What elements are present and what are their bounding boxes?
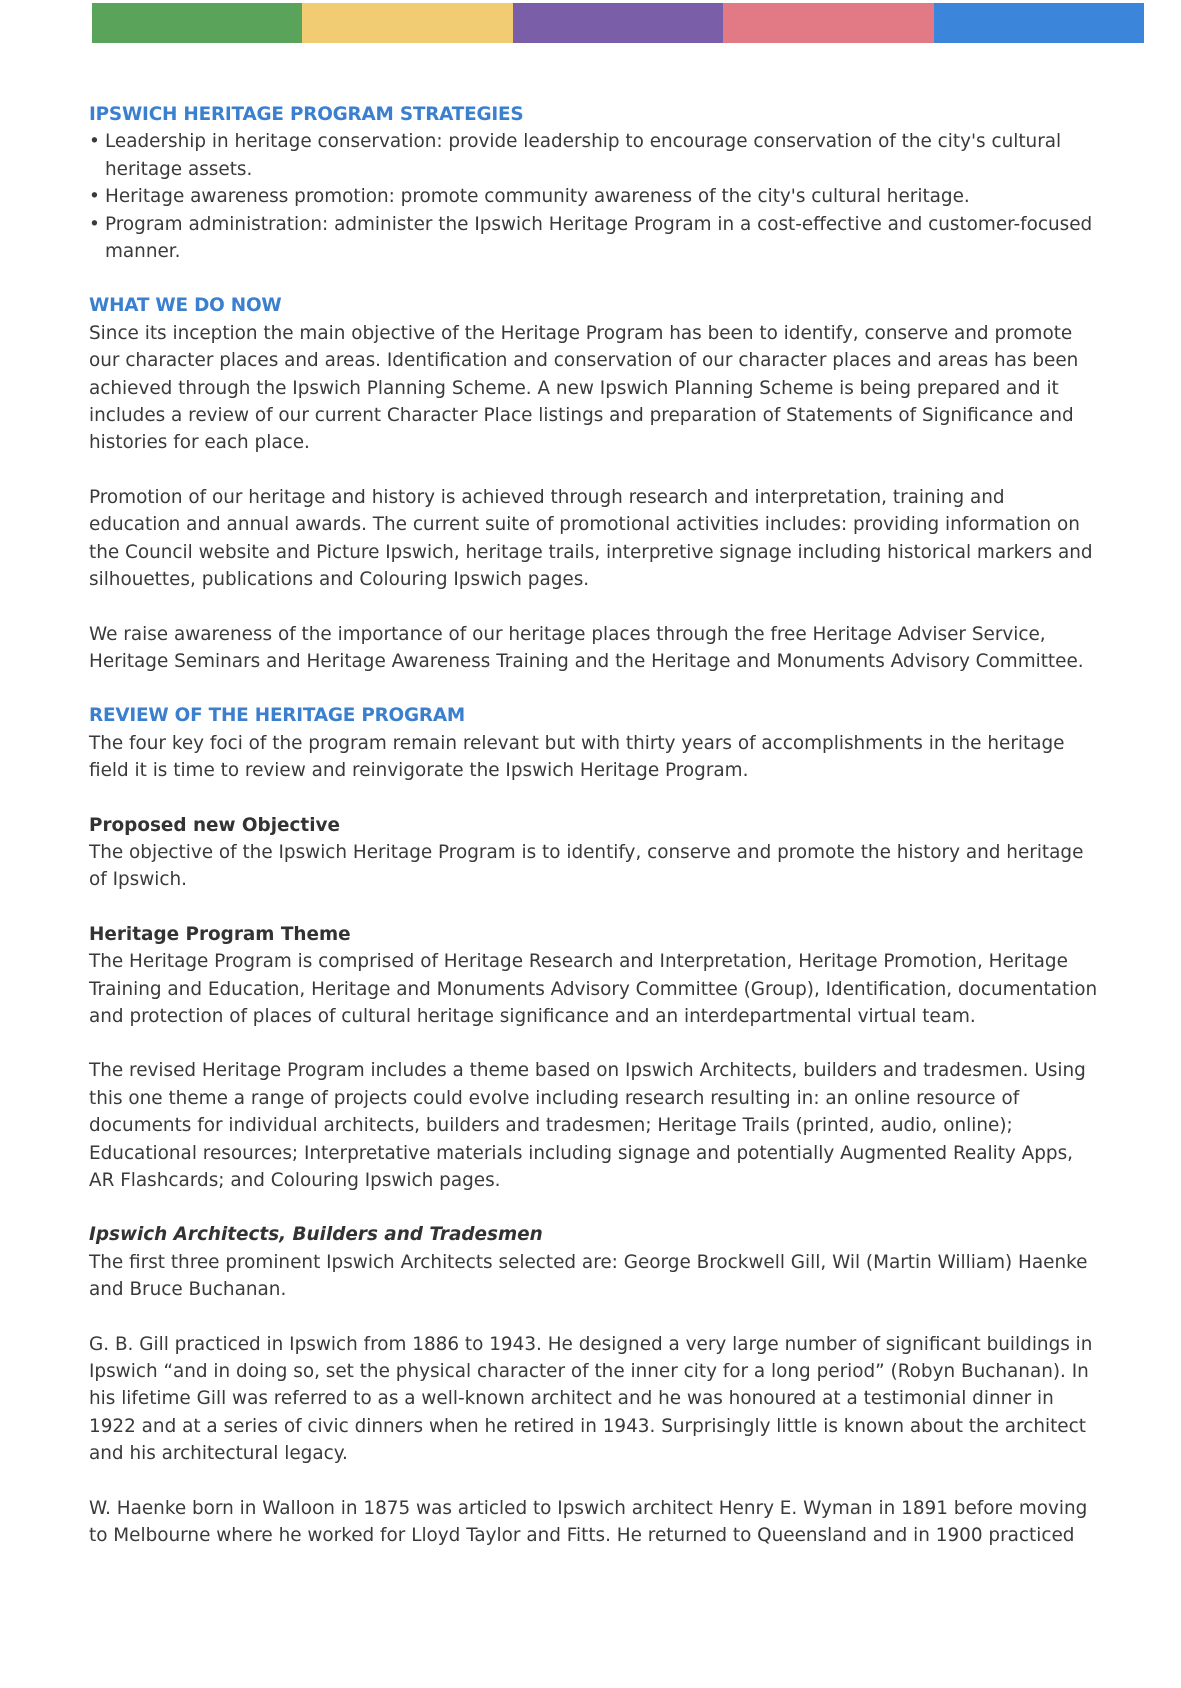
strategies-list xyxy=(89,128,1099,265)
color-bar-yellow xyxy=(302,3,512,43)
color-bar-pink xyxy=(723,3,933,43)
color-bar-blue xyxy=(934,3,1144,43)
theme-paragraph: The Heritage Program is comprised of Heritage Research and Interpretation, Heritage Promotion, Heritage Training and Education, Heritage and Monuments Advisory Committee (Group), Identification, documentation and protection of places of cultural heritage significance and an interdepartmental virtual team. xyxy=(89,951,1098,1027)
theme-title: Heritage Program Theme xyxy=(89,923,351,945)
what-we-do-paragraph: Since its inception the main objective of the Heritage Program has been to identify, conserve and promote our character places and areas. Identification and conservation of our character places and areas has been achieved through the Ipswich Planning Scheme. A new Ipswich Planning Scheme is being prepared and it includes a review of our current Character Place listings and preparation of Statements of Significance and histories for each place. xyxy=(89,322,1079,454)
review-intro: The four key foci of the program remain relevant but with thirty years of accomplishments in the heritage field it is time to review and reinvigorate the Ipswich Heritage Program. xyxy=(89,732,1065,782)
review-heading: REVIEW OF THE HERITAGE PROGRAM xyxy=(89,705,465,727)
strategy-item: • Leadership in heritage conservation: provide leadership to encourage conservation of the city's cultural heritage assets. xyxy=(89,128,1099,183)
color-bar-green xyxy=(92,3,302,43)
theme-paragraph: The revised Heritage Program includes a theme based on Ipswich Architects, builders and tradesmen. Using this one theme a range of projects could evolve including research resulting in: an online resource of documents for individual architects, builders and tradesmen; Heritage Trails (printed, audio, online); Educational resources; Interpretative materials including signage and potentially Augmented Reality Apps, AR Flashcards; and Colouring Ipswich pages. xyxy=(89,1060,1086,1191)
what-we-do-paragraph: Promotion of our heritage and history is achieved through research and interpretation, training and education and annual awards. The current suite of promotional activities includes: providing information on the Council website and Picture Ipswich, heritage trails, interpretive signage including historical markers and silhouettes, publications and Colouring Ipswich pages. xyxy=(89,486,1093,591)
strategies-heading: IPSWICH HERITAGE PROGRAM STRATEGIES xyxy=(89,104,524,125)
objective-text: The objective of the Ipswich Heritage Program is to identify, conserve and promote the history and heritage of Ipswich. xyxy=(89,841,1084,891)
document-body xyxy=(89,101,1099,1549)
objective-title: Proposed new Objective xyxy=(89,814,340,836)
architects-paragraph: The first three prominent Ipswich Architects selected are: George Brockwell Gill, Wil (Martin William) Haenke and Bruce Buchanan. xyxy=(89,1251,1088,1301)
architects-paragraph: G. B. Gill practiced in Ipswich from 1886 to 1943. He designed a very large number of significant buildings in Ipswich “and in doing so, set the physical character of the inner city for a long period” (Robyn Buchanan). In his lifetime Gill was referred to as a well-known architect and he was honoured at a testimonial dinner in 1922 and at a series of civic dinners when he retired in 1943. Surprisingly little is known about the architect and his architectural legacy. xyxy=(89,1333,1093,1465)
strategy-item: • Heritage awareness promotion: promote community awareness of the city's cultural heritage. xyxy=(89,183,1099,210)
strategy-item: • Program administration: administer the Ipswich Heritage Program in a cost-effective and customer-focused manner. xyxy=(89,211,1099,266)
what-we-do-paragraph: We raise awareness of the importance of our heritage places through the free Heritage Adviser Service, Heritage Seminars and Heritage Awareness Training and the Heritage and Monuments Advisory Committee. xyxy=(89,623,1084,672)
architects-title: Ipswich Architects, Builders and Tradesmen xyxy=(89,1224,543,1246)
what-we-do-heading: WHAT WE DO NOW xyxy=(89,295,282,317)
color-bar-purple xyxy=(513,3,723,43)
architects-paragraph: W. Haenke born in Walloon in 1875 was articled to Ipswich architect Henry E. Wyman in 1891 before moving to Melbourne where he worked for Lloyd Taylor and Fitts. He returned to Queensland and in 1900 practiced xyxy=(89,1497,1088,1547)
header-color-bar xyxy=(92,3,1144,43)
